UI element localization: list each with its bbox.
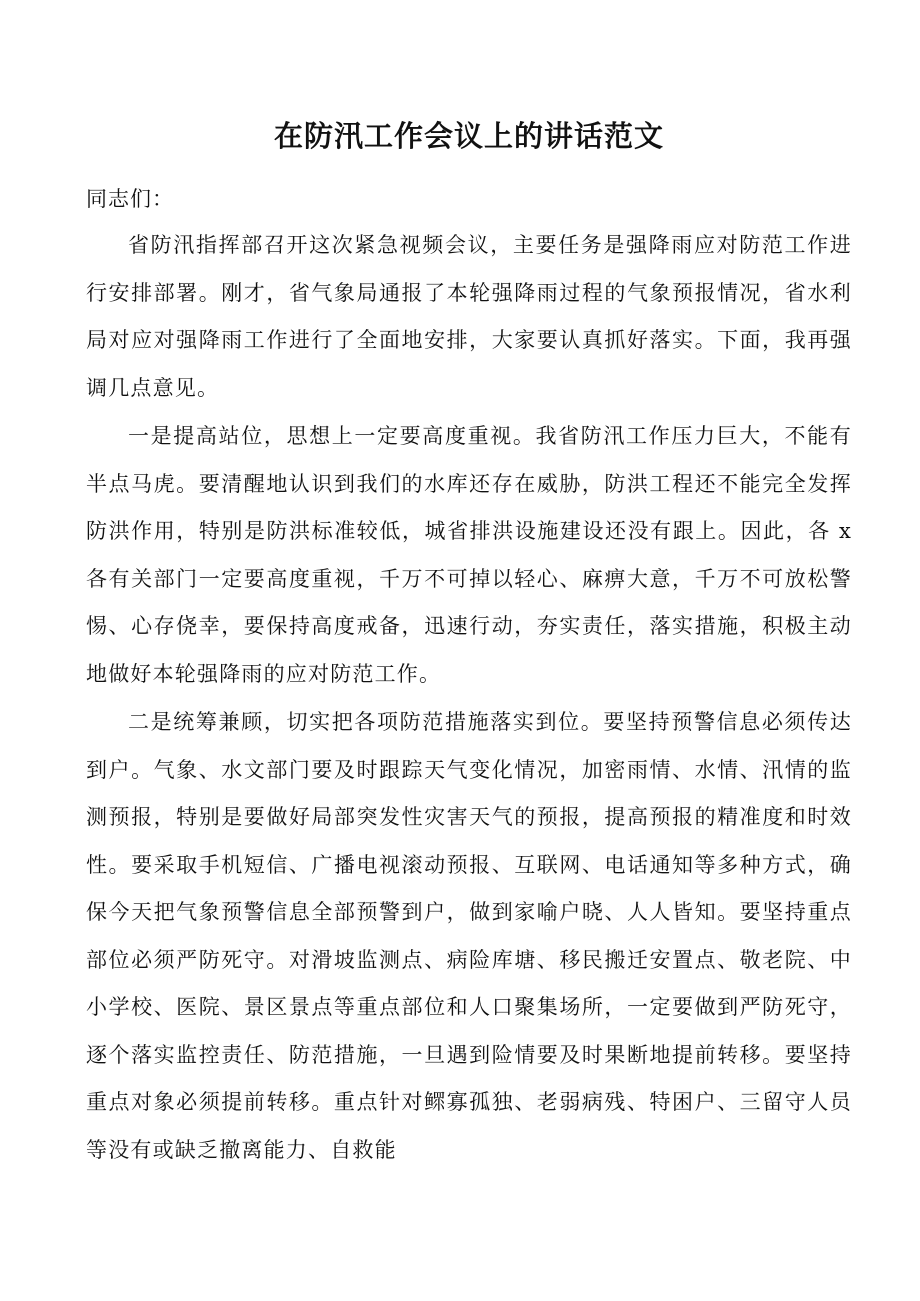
document-title: 在防汛工作会议上的讲话范文 [273,119,664,153]
paragraph-point-one: 一是提高站位，思想上一定要高度重视。我省防汛工作压力巨大，不能有半点马虎。要清醒地认识到我们的水库还存在威胁，防洪工程还不能完全发挥防洪作用，特别是防洪标准较低，城省排洪设施建设还没有跟上。因此，各 x 各有关部门一定要高度重视，千万不可掉以轻心、麻痹大意，千万不可放松警惕、心存侥幸，要保持高度戒备，迅速行动，夯实责任，落实措施，积极主动地做好本轮强降雨的应对防范工作。 [86,424,852,686]
paragraph-point-two: 二是统筹兼顾，切实把各项防范措施落实到位。要坚持预警信息必须传达到户。气象、水文部门要及时跟踪天气变化情况，加密雨情、水情、汛情的监测预报，特别是要做好局部突发性灾害天气的预报，提高预报的精准度和时效性。要采取手机短信、广播电视滚动预报、互联网、电话通知等多种方式，确保今天把气象预警信息全部预警到户，做到家喻户晓、人人皆知。要坚持重点部位必须严防死守。对滑坡监测点、病险库塘、移民搬迁安置点、敬老院、中小学校、医院、景区景点等重点部位和人口聚集场所，一定要做到严防死守，逐个落实监控责任、防范措施，一旦遇到险情要及时果断地提前转移。要坚持重点对象必须提前转移。重点针对鳏寡孤独、老弱病残、特困户、三留守人员等没有或缺乏撤离能力、自救能 [86,710,852,1162]
salutation: 同志们： [86,187,174,211]
paragraph-intro: 省防汛指挥部召开这次紧急视频会议，主要任务是强降雨应对防范工作进行安排部署。刚才，省气象局通报了本轮强降雨过程的气象预报情况，省水利局对应对强降雨工作进行了全面地安排，大家要认真抓好落实。下面，我再强调几点意见。 [86,233,852,400]
